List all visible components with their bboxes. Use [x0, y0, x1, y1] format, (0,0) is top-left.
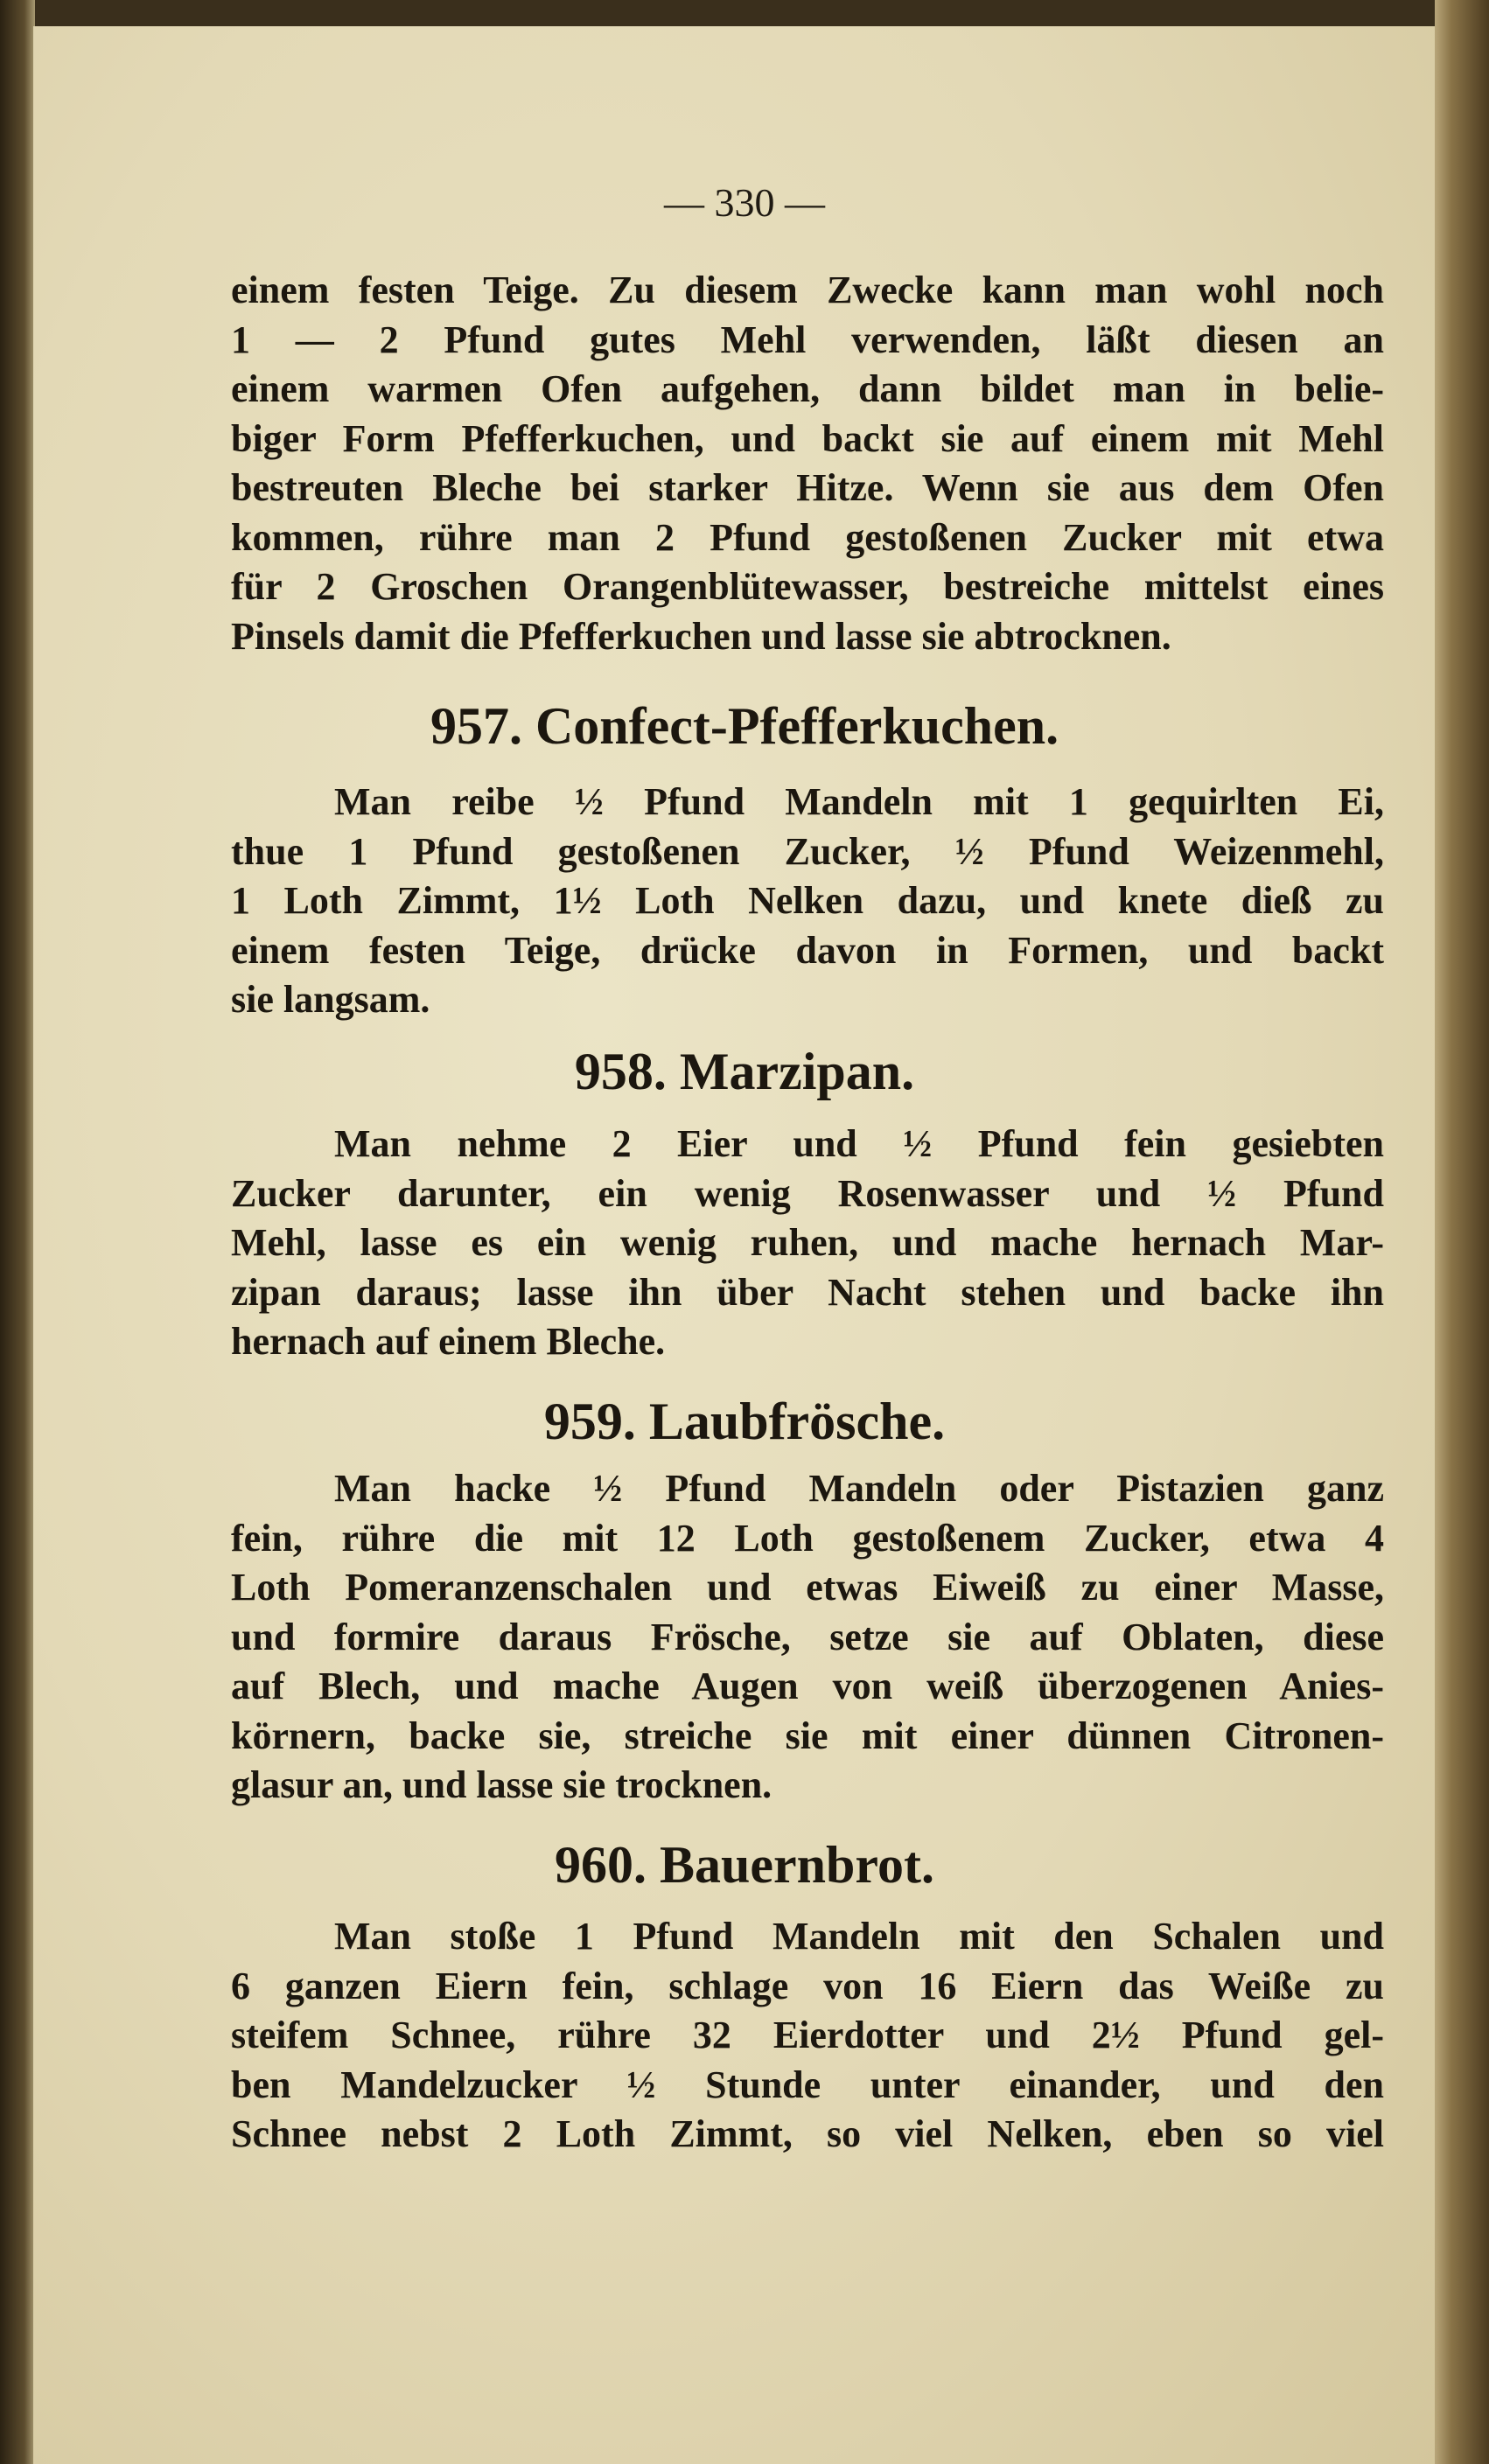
- text-line: ben Mandelzucker ½ Stunde unter einander, und den: [231, 2063, 1384, 2106]
- text-line: 1 Loth Zimmt, 1½ Loth Nelken dazu, und knete dieß zu: [231, 879, 1384, 922]
- text-line: Man nehme 2 Eier und ½ Pfund fein gesiebten: [334, 1122, 1384, 1165]
- text-line: 6 ganzen Eiern fein, schlage von 16 Eiern das Weiße zu: [231, 1964, 1384, 2007]
- recipe-text-960: [231, 1912, 1384, 2160]
- text-line: bestreuten Bleche bei starker Hitze. Wenn sie aus dem Ofen: [231, 466, 1384, 509]
- page-number: — 330 —: [664, 180, 825, 225]
- text-line: hernach auf einem Bleche.: [231, 1320, 666, 1363]
- text-line: zipan daraus; lasse ihn über Nacht stehen und backe ihn: [231, 1270, 1384, 1314]
- text-line: steifem Schnee, rühre 32 Eierdotter und 2½ Pfund gel-: [231, 2014, 1384, 2056]
- text-line: 1 — 2 Pfund gutes Mehl verwenden, läßt diesen an: [231, 318, 1384, 361]
- text-line: Loth Pomeranzenschalen und etwas Eiweiß zu einer Masse,: [231, 1566, 1384, 1609]
- text-line: Man hacke ½ Pfund Mandeln oder Pistazien ganz: [334, 1467, 1384, 1510]
- text-line: Pinsels damit die Pfefferkuchen und lasse sie abtrocknen.: [231, 614, 1171, 658]
- text-line: und formire daraus Frösche, setze sie auf Oblaten, diese: [231, 1615, 1384, 1658]
- text-line: einem festen Teige. Zu diesem Zwecke kann man wohl noch: [231, 269, 1384, 311]
- recipe-title-960: 960. Bauernbrot.: [555, 1836, 934, 1894]
- text-line: sie langsam.: [231, 978, 430, 1021]
- text-line: Mehl, lasse es ein wenig ruhen, und mache hernach Mar-: [231, 1221, 1384, 1264]
- recipe-text-958: [231, 1120, 1384, 1367]
- text-line: für 2 Groschen Orangenblütewasser, bestreiche mittelst eines: [231, 565, 1384, 608]
- text-line: thue 1 Pfund gestoßenen Zucker, ½ Pfund Weizenmehl,: [231, 829, 1384, 873]
- recipe-title-958: 958. Marzipan.: [574, 1043, 915, 1100]
- text-line: Schnee nebst 2 Loth Zimmt, so viel Nelken, eben so viel: [231, 2112, 1384, 2155]
- text-line: Man reibe ½ Pfund Mandeln mit 1 gequirlten Ei,: [334, 780, 1384, 823]
- recipe-title-957: 957. Confect-Pfefferkuchen.: [430, 697, 1059, 755]
- text-line: glasur an, und lasse sie trocknen.: [231, 1763, 772, 1806]
- text-line: einem warmen Ofen aufgehen, dann bildet man in belie-: [231, 367, 1384, 410]
- text-line: Zucker darunter, ein wenig Rosenwasser und ½ Pfund: [231, 1171, 1384, 1215]
- text-line: biger Form Pfefferkuchen, und backt sie auf einem mit Mehl: [231, 416, 1384, 460]
- recipe-text-957: [231, 778, 1384, 1025]
- recipe-text-959: [231, 1464, 1384, 1811]
- text-line: einem festen Teige, drücke davon in Formen, und backt: [231, 928, 1384, 972]
- text-line: fein, rühre die mit 12 Loth gestoßenem Zucker, etwa 4: [231, 1516, 1384, 1560]
- page-right-edge: [1435, 0, 1489, 2464]
- book-binding-edge: [0, 0, 35, 2464]
- text-line: körnern, backe sie, streiche sie mit einer dünnen Citronen-: [231, 1714, 1384, 1757]
- text-line: auf Blech, und mache Augen von weiß überzogenen Anies-: [231, 1665, 1384, 1707]
- text-line: kommen, rühre man 2 Pfund gestoßenen Zucker mit etwa: [231, 515, 1384, 559]
- text-line: Man stoße 1 Pfund Mandeln mit den Schalen und: [334, 1915, 1384, 1958]
- recipe-title-959: 959. Laubfrösche.: [543, 1393, 946, 1450]
- intro-paragraph: [231, 266, 1384, 661]
